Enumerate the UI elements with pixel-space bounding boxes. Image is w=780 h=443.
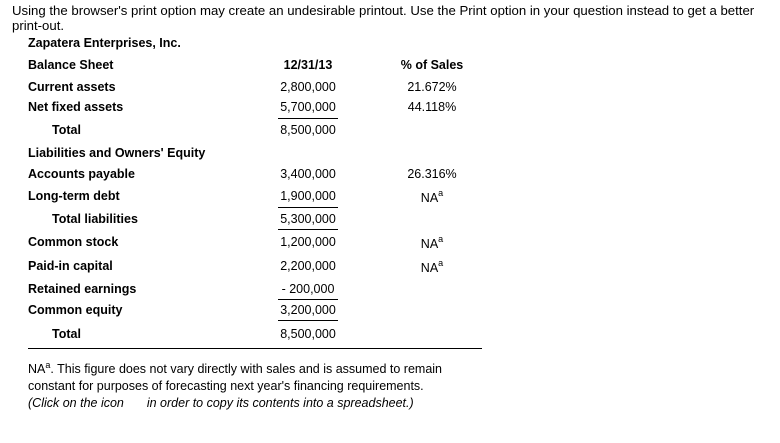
row-pct-net-fixed-assets: 44.118% xyxy=(407,100,457,114)
row-value-net-fixed-assets: 5,700,000 xyxy=(280,100,336,114)
row-label-retained-earnings: Retained earnings xyxy=(28,282,137,296)
row-value-total-liabilities-equity: 8,500,000 xyxy=(280,327,336,341)
footnote-text: . This figure does not vary directly with sales and is assumed to remain constant for purposes of forecasting next year's financing requirements. xyxy=(28,362,443,394)
company-name: Zapatera Enterprises, Inc. xyxy=(28,36,181,50)
row-value-total-liabilities: 5,300,000 xyxy=(280,212,336,226)
section-heading-liabilities: Liabilities and Owners' Equity xyxy=(28,146,206,160)
underline xyxy=(278,207,338,208)
row-label-accounts-payable: Accounts payable xyxy=(28,167,135,181)
row-label-total-liabilities-equity: Total xyxy=(52,327,81,341)
underline xyxy=(278,229,338,230)
row-label-current-assets: Current assets xyxy=(28,80,116,94)
row-value-common-stock: 1,200,000 xyxy=(280,235,336,249)
footnote-divider xyxy=(28,348,482,349)
underline xyxy=(278,118,338,119)
header-balance-sheet: Balance Sheet xyxy=(28,58,114,72)
click-instruction-before: (Click on the icon xyxy=(28,396,124,411)
row-label-common-equity: Common equity xyxy=(28,303,123,317)
row-pct-accounts-payable: 26.316% xyxy=(407,167,457,181)
spreadsheet-icon[interactable] xyxy=(127,398,143,410)
row-label-total-liabilities: Total liabilities xyxy=(52,212,138,226)
header-pct-of-sales: % of Sales xyxy=(400,58,464,72)
header-date: 12/31/13 xyxy=(283,58,333,72)
row-value-retained-earnings: - 200,000 xyxy=(281,282,335,296)
footnote-sup: a xyxy=(45,360,51,370)
row-pct-current-assets: 21.672% xyxy=(407,80,457,94)
row-pct-long-term-debt: $NA^a$ xyxy=(420,188,444,206)
row-value-total-assets: 8,500,000 xyxy=(280,123,336,137)
row-label-paid-in-capital: Paid-in capital xyxy=(28,259,113,273)
underline xyxy=(278,320,338,321)
footnote xyxy=(28,357,488,412)
row-value-current-assets: 2,800,000 xyxy=(280,80,336,94)
row-pct-paid-in-capital: $NA^a$ xyxy=(420,258,444,276)
row-value-paid-in-capital: 2,200,000 xyxy=(280,259,336,273)
row-label-total-assets: Total xyxy=(52,123,81,137)
row-value-long-term-debt: 1,900,000 xyxy=(280,189,336,203)
footnote-na: NA xyxy=(28,362,46,377)
row-label-common-stock: Common stock xyxy=(28,235,119,249)
row-label-net-fixed-assets: Net fixed assets xyxy=(28,100,124,114)
underline xyxy=(278,299,338,300)
row-pct-common-stock: $NA^a$ xyxy=(420,234,444,252)
click-instruction-after: in order to copy its contents into a spreadsheet.) xyxy=(146,396,414,411)
row-value-common-equity: 3,200,000 xyxy=(280,303,336,317)
row-value-accounts-payable: 3,400,000 xyxy=(280,167,336,181)
row-label-long-term-debt: Long-term debt xyxy=(28,189,120,203)
print-warning: Using the browser's print option may create an undesirable printout. Use the Print option in your question instead to get a better print-out. xyxy=(12,3,755,33)
